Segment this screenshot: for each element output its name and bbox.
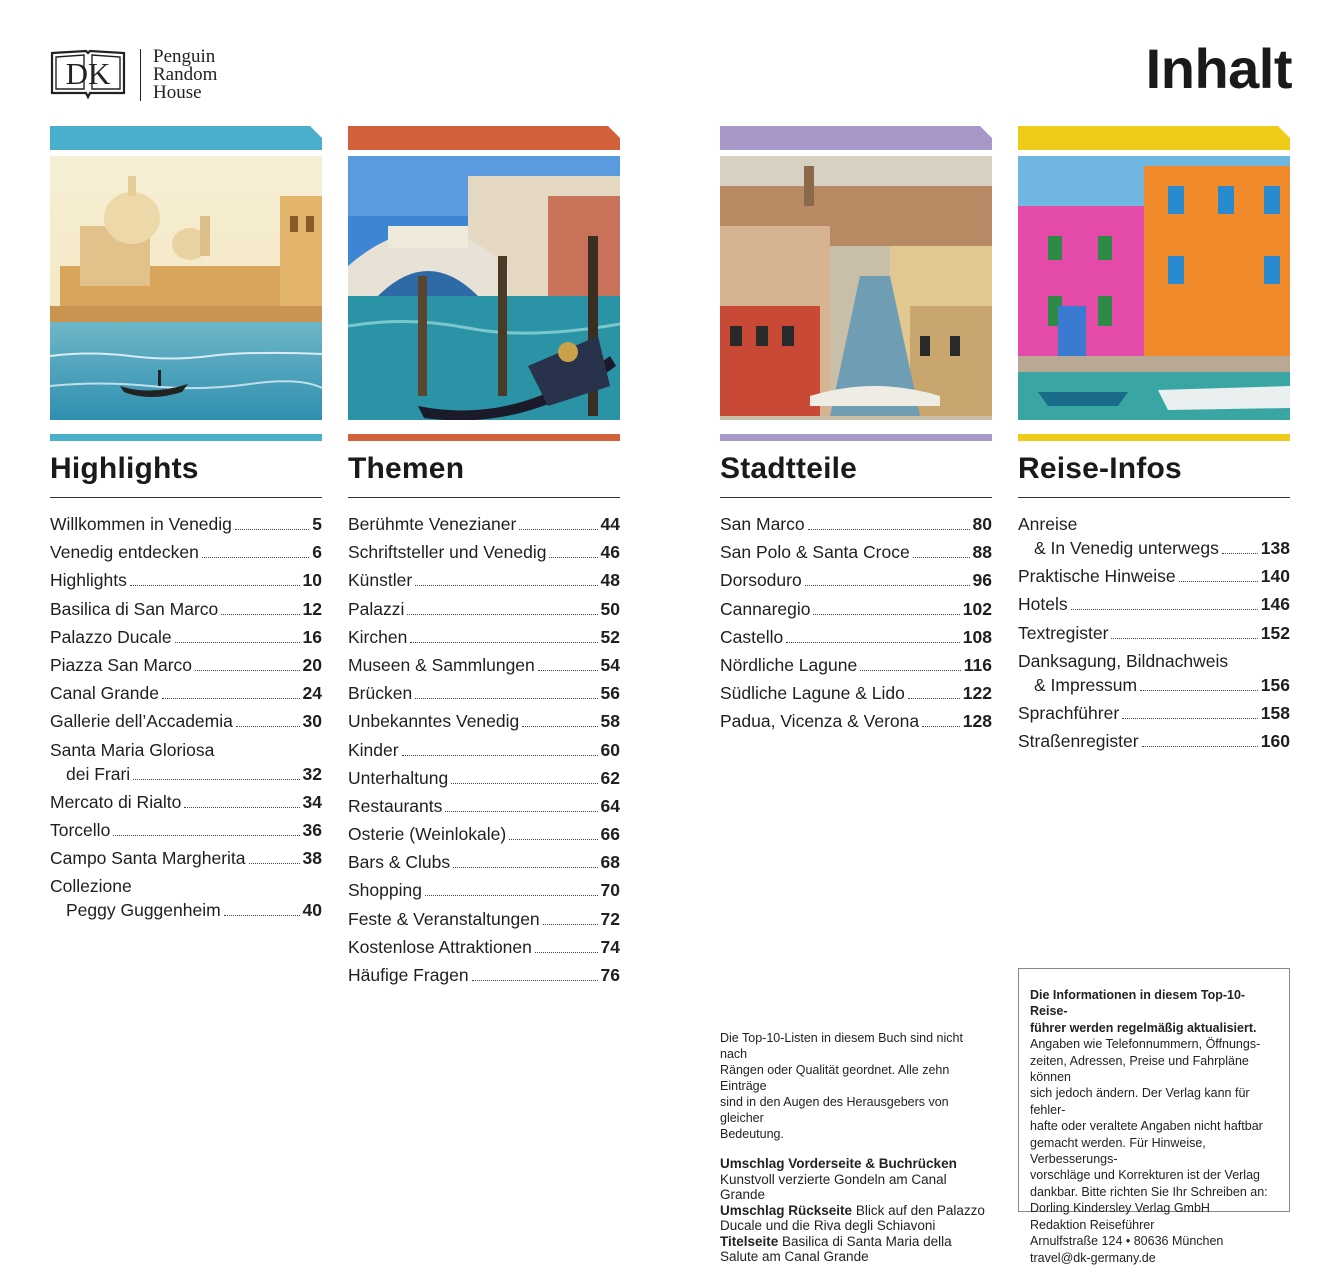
- toc-entry-title: Schriftsteller und Venedig: [348, 542, 547, 563]
- toc-entry[interactable]: [348, 794, 620, 818]
- toc-list: [348, 512, 620, 987]
- toc-entry-row: [1018, 564, 1290, 588]
- dot-leader: [922, 726, 960, 727]
- toc-entry-row: [1018, 592, 1290, 616]
- toc-entry-page: 60: [600, 739, 620, 760]
- toc-entry-row: [348, 878, 620, 902]
- toc-entry-title: Shopping: [348, 880, 422, 901]
- dot-leader: [1140, 690, 1258, 691]
- toc-entry-page: 16: [302, 626, 322, 647]
- toc-entry-page: 24: [302, 683, 322, 704]
- dot-leader: [425, 895, 598, 896]
- toc-entry-page: 10: [302, 570, 322, 591]
- toc-entry-row: [50, 846, 322, 870]
- toc-entry-page: 6: [312, 542, 322, 563]
- toc-entry[interactable]: [348, 597, 620, 621]
- toc-entry[interactable]: [348, 935, 620, 959]
- toc-entry-title: & Impressum: [1034, 674, 1138, 695]
- toc-entry-title: Restaurants: [348, 795, 443, 816]
- toc-entry[interactable]: [1018, 621, 1290, 645]
- dot-leader: [1122, 718, 1258, 719]
- dot-leader: [913, 557, 970, 558]
- toc-entry-title: Canal Grande: [50, 683, 159, 704]
- toc-entry-title: Kostenlose Attraktionen: [348, 936, 532, 957]
- toc-entry-row: [720, 597, 992, 621]
- toc-entry-page: 138: [1260, 538, 1290, 558]
- toc-entry-row: [1018, 673, 1290, 697]
- toc-entry-page: 44: [600, 514, 620, 534]
- toc-entry-row: [348, 597, 620, 621]
- toc-entry-title: Cannaregio: [720, 598, 811, 619]
- update-info-box: [1018, 968, 1290, 1265]
- photo-salute-canal: [50, 156, 322, 420]
- toc-entry-row: [50, 681, 322, 705]
- toc-entry-row: [720, 709, 992, 733]
- toc-entry-page: 46: [600, 542, 620, 563]
- toc-entry[interactable]: [50, 818, 322, 842]
- toc-entry-row: [348, 681, 620, 705]
- toc-entry-title: Torcello: [50, 819, 111, 840]
- info-line: Arnulfstraße 124 • 80636 München: [1030, 1234, 1224, 1249]
- info-line: hafte oder veraltete Angaben nicht haftbar: [1030, 1119, 1263, 1134]
- toc-entry-title: Straßenregister: [1018, 731, 1139, 752]
- dot-leader: [445, 811, 597, 812]
- toc-entry-page: 88: [972, 542, 992, 563]
- section-reise-infos: [1018, 126, 1290, 757]
- toc-entry-page: 140: [1260, 566, 1290, 587]
- section-themen: [348, 126, 620, 991]
- dot-leader: [235, 529, 309, 530]
- toc-entry-page: 40: [302, 900, 322, 921]
- toc-entry-row: [720, 625, 992, 649]
- photo-burano-houses: [1018, 156, 1290, 420]
- toc-entry-row: [50, 818, 322, 842]
- dot-leader: [236, 726, 300, 727]
- toc-entry-title: Feste & Veranstaltungen: [348, 908, 540, 929]
- toc-list: [50, 512, 322, 922]
- toc-entry-page: 62: [600, 767, 620, 788]
- toc-entry-title: Palazzi: [348, 598, 405, 619]
- toc-entry-page: 38: [302, 848, 322, 869]
- toc-entry-page: 20: [302, 654, 322, 675]
- toc-entry-page: 72: [600, 908, 620, 929]
- toc-entry-row: [50, 653, 322, 677]
- toc-entry-page: 52: [600, 626, 620, 647]
- color-rule: [720, 434, 992, 441]
- color-tab: [1018, 126, 1290, 150]
- section-highlights: [50, 126, 322, 926]
- ranking-note: [720, 1030, 992, 1265]
- dot-leader: [113, 835, 299, 836]
- dot-leader: [415, 585, 597, 586]
- toc-entry[interactable]: [50, 790, 322, 814]
- toc-entry[interactable]: [348, 766, 620, 790]
- page-title: Inhalt: [1145, 37, 1292, 100]
- toc-entry-page: 96: [972, 570, 992, 591]
- toc-entry-row: [720, 540, 992, 564]
- toc-entry-title: Praktische Hinweise: [1018, 566, 1176, 587]
- toc-entry[interactable]: [348, 738, 620, 762]
- credit-label: Umschlag Rückseite: [720, 1202, 853, 1218]
- toc-entry-title: Sprachführer: [1018, 702, 1120, 723]
- toc-entry-title: Künstler: [348, 570, 413, 591]
- toc-entry[interactable]: [348, 625, 620, 649]
- toc-entry-title: Brücken: [348, 683, 413, 704]
- toc-entry-row: [348, 709, 620, 733]
- dot-leader: [184, 807, 299, 808]
- toc-entry-title: Piazza San Marco: [50, 654, 193, 675]
- toc-entry-title: dei Frari: [66, 763, 131, 784]
- toc-entry-page: 74: [600, 936, 620, 957]
- toc-entry[interactable]: [348, 512, 620, 536]
- toc-entry-page: 108: [962, 626, 992, 647]
- toc-entry-page: 160: [1260, 731, 1290, 752]
- dot-leader: [202, 557, 309, 558]
- toc-entry-title: Mercato di Rialto: [50, 791, 182, 812]
- credit-text: Basilica di Santa Maria della Salute am Canal Grande: [720, 1233, 952, 1264]
- info-bold-line: Die Informationen in diesem Top-10-Reise-: [1030, 988, 1246, 1019]
- toc-entry-row: [348, 766, 620, 790]
- toc-entry-page: 34: [302, 791, 322, 812]
- section-stadtteile: [720, 126, 992, 738]
- toc-entry[interactable]: [50, 738, 322, 786]
- note-line: Bedeutung.: [720, 1127, 784, 1141]
- toc-entry-page: 80: [972, 514, 992, 534]
- toc-entry-title: Basilica di San Marco: [50, 598, 219, 619]
- toc-entry-page: 146: [1260, 594, 1290, 615]
- dot-leader: [1071, 609, 1258, 610]
- dot-leader: [195, 670, 300, 671]
- dot-leader: [410, 642, 597, 643]
- toc-entry-title: Textregister: [1018, 622, 1109, 643]
- toc-entry[interactable]: [720, 681, 992, 705]
- toc-entry-page: 54: [600, 654, 620, 675]
- toc-entry-title: Hotels: [1018, 594, 1068, 615]
- info-bold-line: führer werden regelmäßig aktualisiert.: [1030, 1020, 1257, 1035]
- toc-entry[interactable]: [348, 907, 620, 931]
- toc-entry[interactable]: [720, 568, 992, 592]
- publisher-line-1: Penguin: [153, 46, 216, 67]
- note-line: sind in den Augen des Herausgebers von gleicher: [720, 1095, 949, 1125]
- toc-entry-title: Museen & Sammlungen: [348, 654, 535, 675]
- toc-entry[interactable]: [1018, 729, 1290, 753]
- toc-entry-page: 156: [1260, 674, 1290, 695]
- toc-entry-row: [348, 738, 620, 762]
- photo-venice-rooftops: [720, 156, 992, 420]
- toc-entry-title: Nördliche Lagune: [720, 654, 858, 675]
- toc-entry-row: [720, 653, 992, 677]
- note-line: Rängen oder Qualität geordnet. Alle zehn Einträge: [720, 1063, 950, 1093]
- toc-entry-title: Unterhaltung: [348, 767, 449, 788]
- toc-entry[interactable]: [348, 653, 620, 677]
- toc-entry[interactable]: [50, 512, 322, 536]
- toc-entry-title: Gallerie dell’Accademia: [50, 711, 233, 732]
- toc-entry[interactable]: [720, 709, 992, 733]
- color-tab: [720, 126, 992, 150]
- toc-entry[interactable]: [720, 512, 992, 536]
- toc-entry-page: 32: [302, 763, 322, 784]
- toc-entry[interactable]: [1018, 649, 1290, 697]
- toc-entry-row: [50, 597, 322, 621]
- publisher-line-3: House: [153, 82, 202, 103]
- toc-entry-page: 12: [302, 598, 322, 619]
- color-rule: [1018, 434, 1290, 441]
- toc-entry-title-line1: Anreise: [1018, 514, 1078, 534]
- toc-entry-title: San Polo & Santa Croce: [720, 542, 910, 563]
- toc-entry[interactable]: [50, 653, 322, 677]
- toc-entry-page: 116: [963, 654, 992, 675]
- toc-entry-page: 5: [312, 514, 322, 534]
- dot-leader: [860, 670, 961, 671]
- toc-entry-title: Kinder: [348, 739, 399, 760]
- credit-label: Umschlag Vorderseite & Buchrücken: [720, 1156, 957, 1171]
- toc-entry[interactable]: [348, 878, 620, 902]
- toc-entry[interactable]: [348, 709, 620, 733]
- toc-entry-row: [1018, 701, 1290, 725]
- toc-entry-row: [348, 794, 620, 818]
- dot-leader: [224, 915, 300, 916]
- dk-mark: DK: [65, 56, 111, 91]
- info-email[interactable]: travel@dk-germany.de: [1030, 1250, 1156, 1265]
- toc-entry-title: Südliche Lagune & Lido: [720, 683, 905, 704]
- section-underline: [348, 497, 620, 498]
- toc-entry-page: 30: [302, 711, 322, 732]
- dot-leader: [519, 529, 597, 530]
- toc-entry-page: 50: [600, 598, 620, 619]
- toc-entry[interactable]: [1018, 592, 1290, 616]
- toc-entry[interactable]: [348, 850, 620, 874]
- toc-entry-row: [1018, 536, 1290, 560]
- toc-entry[interactable]: [348, 681, 620, 705]
- toc-entry-row: [348, 540, 620, 564]
- toc-entry-page: 48: [600, 570, 620, 591]
- toc-entry-title-line1: Danksagung, Bildnachweis: [1018, 650, 1229, 671]
- toc-entry[interactable]: [50, 846, 322, 870]
- section-underline: [50, 497, 322, 498]
- note-line: Die Top-10-Listen in diesem Buch sind nicht nach: [720, 1031, 963, 1061]
- toc-entry-title: Castello: [720, 626, 784, 647]
- dot-leader: [538, 670, 598, 671]
- toc-entry[interactable]: [348, 540, 620, 564]
- toc-entry-page: 64: [600, 795, 620, 816]
- toc-entry-page: 66: [600, 824, 620, 845]
- info-line: gemacht werden. Für Hinweise, Verbesserungs-: [1030, 1135, 1206, 1167]
- dot-leader: [522, 726, 597, 727]
- toc-entry-title: Osterie (Weinlokale): [348, 824, 507, 845]
- logo-divider: [140, 49, 141, 101]
- toc-entry-page: 58: [600, 711, 620, 732]
- toc-entry-row: [50, 512, 322, 536]
- toc-entry-page: 36: [302, 819, 322, 840]
- info-line: Dorling Kindersley Verlag GmbH: [1030, 1201, 1210, 1216]
- toc-entry-row: [50, 762, 322, 786]
- dot-leader: [535, 952, 598, 953]
- dot-leader: [1179, 581, 1258, 582]
- credit-text: Kunstvoll verzierte Gondeln am Canal Grande: [720, 1171, 947, 1202]
- toc-entry-row: [348, 568, 620, 592]
- toc-entry-page: 102: [962, 598, 992, 619]
- toc-list: [720, 512, 992, 733]
- toc-entry-title-line1: Collezione: [50, 876, 132, 897]
- toc-entry-row: [50, 898, 322, 922]
- toc-entry-row: [348, 822, 620, 846]
- toc-entry-row: [1018, 621, 1290, 645]
- toc-entry-title: Willkommen in Venedig: [50, 514, 232, 534]
- toc-entry[interactable]: [50, 568, 322, 592]
- publisher-line-2: Random: [153, 64, 218, 85]
- toc-entry-page: 56: [600, 683, 620, 704]
- info-line: dankbar. Bitte richten Sie Ihr Schreiben an:: [1030, 1184, 1268, 1199]
- ranking-note-text: [720, 1030, 992, 1142]
- toc-entry-row: [348, 850, 620, 874]
- toc-entry[interactable]: [50, 874, 322, 922]
- toc-entry[interactable]: [348, 822, 620, 846]
- info-line: Angaben wie Telefonnummern, Öffnungs-: [1030, 1037, 1261, 1052]
- toc-entry-row: [720, 512, 992, 536]
- toc-entry-title: Häufige Fragen: [348, 965, 469, 985]
- toc-entry-row: [348, 625, 620, 649]
- toc-entry-page: 76: [600, 965, 620, 985]
- dot-leader: [130, 585, 300, 586]
- toc-entry-page: 68: [600, 852, 620, 873]
- toc-entry[interactable]: [50, 625, 322, 649]
- toc-entry-title: & In Venedig unterwegs: [1034, 538, 1219, 558]
- color-tab: [348, 126, 620, 150]
- toc-entry-row: [50, 790, 322, 814]
- toc-entry[interactable]: [720, 653, 992, 677]
- toc-entry-page: 152: [1260, 622, 1290, 643]
- toc-entry[interactable]: [1018, 512, 1290, 560]
- dot-leader: [221, 614, 299, 615]
- toc-entry[interactable]: [50, 709, 322, 733]
- dot-leader: [543, 924, 598, 925]
- credit-label: Titelseite: [720, 1233, 779, 1249]
- toc-entry-title: Campo Santa Margherita: [50, 848, 246, 869]
- section-title: Reise-Infos: [1018, 452, 1182, 485]
- toc-entry-title: Bars & Clubs: [348, 852, 451, 873]
- toc-entry-title: Palazzo Ducale: [50, 626, 172, 647]
- dot-leader: [908, 698, 960, 699]
- toc-entry[interactable]: [50, 681, 322, 705]
- dot-leader: [1111, 638, 1257, 639]
- toc-entry-title: Highlights: [50, 570, 127, 591]
- dot-leader: [415, 698, 597, 699]
- toc-entry-page: 70: [600, 880, 620, 901]
- dot-leader: [162, 698, 300, 699]
- publisher-name: [153, 48, 217, 102]
- toc-entry-row: [720, 681, 992, 705]
- toc-entry-title: Unbekanntes Venedig: [348, 711, 520, 732]
- dot-leader: [786, 642, 960, 643]
- toc-entry-row: [348, 935, 620, 959]
- toc-entry-row: [50, 625, 322, 649]
- color-rule: [50, 434, 322, 441]
- toc-entry-row: [50, 709, 322, 733]
- dot-leader: [813, 614, 959, 615]
- toc-entry[interactable]: [1018, 701, 1290, 725]
- section-title: Highlights: [50, 452, 199, 485]
- toc-entry[interactable]: [50, 540, 322, 564]
- toc-entry-title: Berühmte Venezianer: [348, 514, 517, 534]
- toc-entry[interactable]: [1018, 564, 1290, 588]
- dot-leader: [175, 642, 300, 643]
- toc-entry-title: Padua, Vicenza & Verona: [720, 711, 920, 732]
- dot-leader: [1222, 553, 1258, 554]
- dot-leader: [133, 779, 299, 780]
- dot-leader: [453, 867, 597, 868]
- toc-entry-title-line1: Santa Maria Gloriosa: [50, 739, 215, 760]
- toc-entry-title: Kirchen: [348, 626, 408, 647]
- toc-entry-title: San Marco: [720, 514, 805, 534]
- dot-leader: [407, 614, 597, 615]
- info-line: zeiten, Adressen, Preise und Fahrpläne können: [1030, 1053, 1249, 1085]
- toc-entry[interactable]: [720, 625, 992, 649]
- section-title: Themen: [348, 452, 465, 485]
- toc-entry-title: Peggy Guggenheim: [66, 900, 221, 921]
- toc-entry-row: [1018, 729, 1290, 753]
- publisher-logo: [50, 48, 217, 102]
- toc-entry-row: [348, 512, 620, 536]
- section-underline: [720, 497, 992, 498]
- toc-entry-row: [348, 963, 620, 987]
- dot-leader: [402, 755, 598, 756]
- toc-entry-row: [50, 568, 322, 592]
- toc-entry-page: 128: [962, 711, 992, 732]
- toc-entry-page: 158: [1260, 702, 1290, 723]
- toc-entry-page: 122: [962, 683, 992, 704]
- toc-entry[interactable]: [348, 568, 620, 592]
- color-tab: [50, 126, 322, 150]
- toc-entry-row: [720, 568, 992, 592]
- section-underline: [1018, 497, 1290, 498]
- toc-entry[interactable]: [720, 540, 992, 564]
- toc-entry-row: [50, 540, 322, 564]
- credit-text: Blick auf den Palazzo Ducale und die Riva degli Schiavoni: [720, 1202, 985, 1233]
- toc-entry-title: Dorsoduro: [720, 570, 802, 591]
- dot-leader: [808, 529, 970, 530]
- dot-leader: [472, 980, 598, 981]
- cover-credits: [720, 1156, 992, 1265]
- toc-entry-row: [348, 907, 620, 931]
- info-line: vorschläge und Korrekturen ist der Verlag: [1030, 1168, 1260, 1183]
- dot-leader: [249, 863, 300, 864]
- toc-entry-title: Venedig entdecken: [50, 542, 199, 563]
- dot-leader: [1142, 746, 1258, 747]
- toc-entry[interactable]: [50, 597, 322, 621]
- toc-list: [1018, 512, 1290, 753]
- info-line: Redaktion Reiseführer: [1030, 1217, 1155, 1232]
- dot-leader: [549, 557, 597, 558]
- photo-rialto-gondola: [348, 156, 620, 420]
- toc-entry[interactable]: [720, 597, 992, 621]
- info-line: sich jedoch ändern. Der Verlag kann für fehler-: [1030, 1086, 1250, 1117]
- dot-leader: [509, 839, 597, 840]
- dot-leader: [451, 783, 597, 784]
- section-title: Stadtteile: [720, 452, 858, 485]
- dot-leader: [805, 585, 970, 586]
- toc-entry[interactable]: [348, 963, 620, 987]
- dk-book-icon: [50, 49, 126, 101]
- color-rule: [348, 434, 620, 441]
- toc-entry-row: [348, 653, 620, 677]
